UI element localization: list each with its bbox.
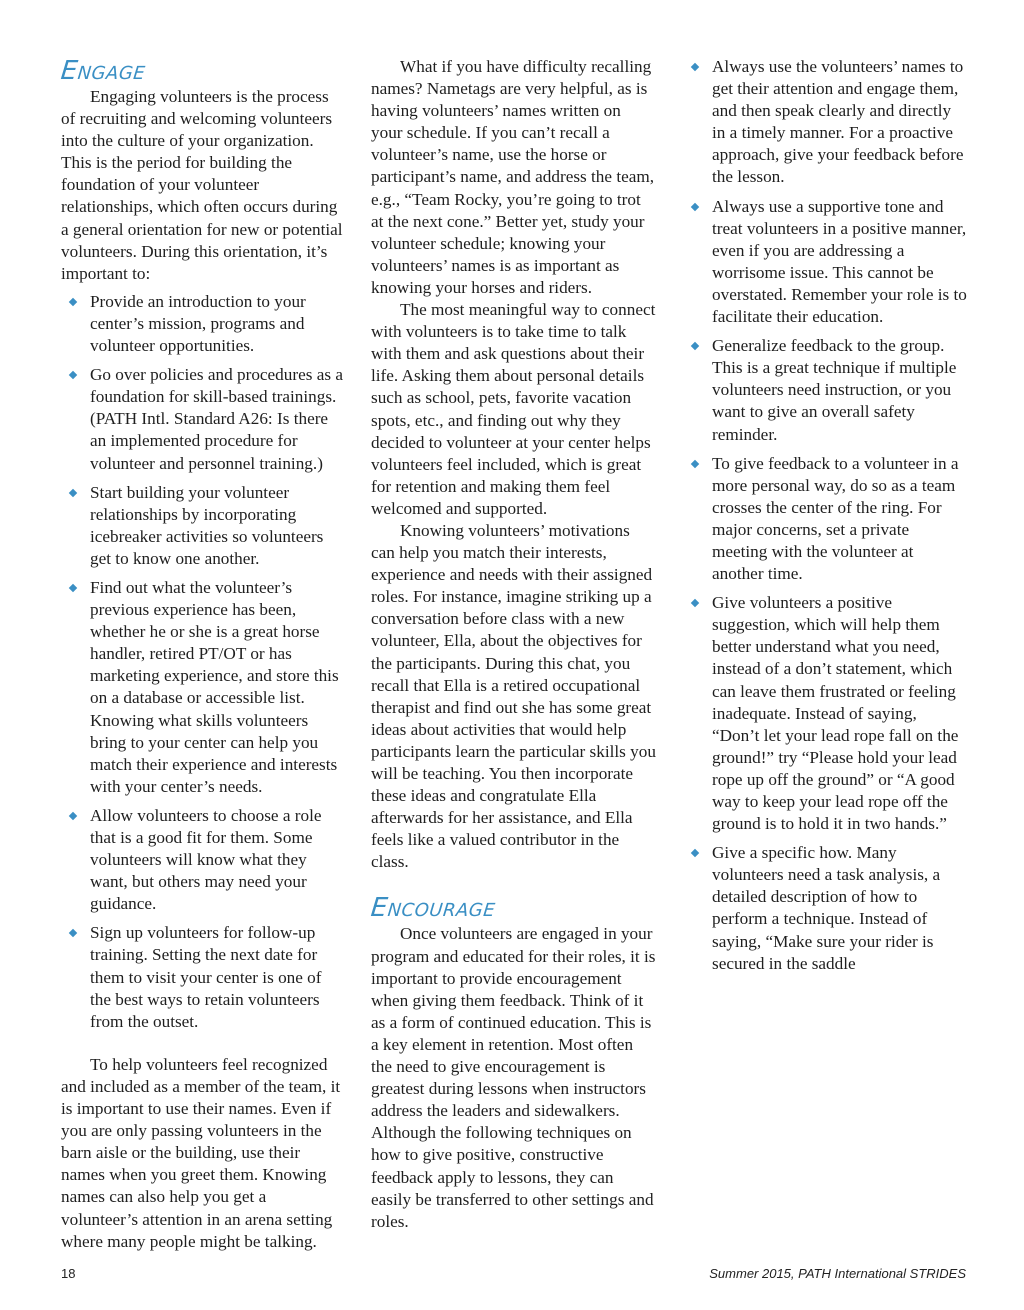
column-2-content — [371, 56, 656, 1233]
publication-footer: Summer 2015, PATH International STRIDES — [709, 1266, 966, 1281]
diamond-bullet-icon — [69, 812, 77, 820]
list-item: Always use the volunteers’ names to get their attention and engage them, and then speak clearly and directly in a timely manner. For a proactive approach, give your feedback before the lesson. — [683, 56, 967, 189]
engage-paragraph-motivations: Knowing volunteers’ motivations can help you match their interests, experience and needs with their assigned roles. For instance, imagine striking up a conversation before class with a new volunteer, Ella, about the objectives for the participants. During this chat, you recall that Ella is a retired occupational therapist and find out she has some great ideas about activities that would help participants learn the particular skills you will be teaching. You then incorporate these ideas and congratulate Ella afterwards for her assistance, and Ella feels like a valued contributor in the class. — [371, 520, 656, 872]
diamond-bullet-icon — [69, 371, 77, 379]
engage-paragraph-recall: What if you have difficulty recalling names? Nametags are very helpful, as is having volunteers’ names written on your schedule. If you can’t recall a volunteer’s name, use the horse or participant’s name, and address the team, e.g., “Team Rocky, you’re going to trot at the next cone.” Better yet, study your volunteer schedule; knowing your volunteers’ names is as important as knowing your horses and riders. — [371, 57, 655, 297]
engage-bullet-list — [61, 291, 344, 1033]
diamond-bullet-icon — [691, 849, 699, 857]
diamond-bullet-icon — [691, 459, 699, 467]
column-1 — [61, 56, 344, 1253]
engage-paragraph-connect: The most meaningful way to connect with volunteers is to take time to talk with them and ask questions about their life. Asking them about personal details such as school, pets, favorite vacation spots, etc., and finding out why they decided to volunteer at your center helps volunteers feel included, which is great for retention and making them feel welcomed and supported. — [371, 300, 656, 518]
list-item: Provide an introduction to your center’s mission, programs and volunteer opportunities. — [61, 291, 344, 357]
diamond-bullet-icon — [691, 202, 699, 210]
engage-intro: Engaging volunteers is the process of recruiting and welcoming volunteers into the culture of your organization. This is the period for building the foundation of your volunteer relationships, which often occurs during a general orientation for new or potential volunteers. During this orientation, it’s important to: — [61, 87, 343, 283]
list-item: Allow volunteers to choose a role that is a good fit for them. Some volunteers will know what they want, but others may need your guidance. — [61, 805, 344, 915]
list-item: Generalize feedback to the group. This is a great technique if multiple volunteers need instruction, or you want to give an overall safety reminder. — [683, 335, 967, 445]
list-item: Always use a supportive tone and treat volunteers in a positive manner, even if you are addressing a worrisome issue. This cannot be overstated. Remember your role is to facilitate their education. — [683, 196, 967, 329]
list-item: To give feedback to a volunteer in a more personal way, do so as a team crosses the center of the ring. For major concerns, set a private meeting with the volunteer at another time. — [683, 453, 967, 586]
list-item: Find out what the volunteer’s previous experience has been, whether he or she is a great horse handler, retired PT/OT or has marketing experience, and store this on a database or accessible list. Knowing what skills volunteers bring to your center can help you match their experience and interests with your center’s needs. — [61, 577, 344, 798]
section-heading-encourage: Encourage — [369, 893, 498, 924]
encourage-intro: Once volunteers are engaged in your program and educated for their roles, it is important to provide encouragement when giving them feedback. Think of it as a form of continued education. This is a key element in retention. Most often the need to give encouragement is greatest during lessons when instructors address the leaders and sidewalkers. Although the following techniques on how to give positive, constructive feedback apply to lessons, they can easily be transferred to other settings and roles. — [371, 924, 656, 1231]
list-item: Sign up volunteers for follow-up training. Setting the next date for them to visit your center is one of the best ways to retain volunteers from the outset. — [61, 922, 344, 1032]
diamond-bullet-icon — [691, 599, 699, 607]
column-3 — [683, 56, 967, 982]
diamond-bullet-icon — [69, 929, 77, 937]
diamond-bullet-icon — [69, 298, 77, 306]
section-heading-engage: Engage — [59, 56, 148, 86]
list-item: Give volunteers a positive suggestion, which will help them better understand what you need, instead of a don’t statement, which can leave them frustrated or feeling inadequate. Instead of saying, “Don’t let your lead rope fall on the ground!” try “Please hold your lead rope up off the ground” or “A good way to keep your lead rope off the ground is to hold it in two hands.” — [683, 592, 967, 835]
diamond-bullet-icon — [691, 63, 699, 71]
list-item: Go over policies and procedures as a foundation for skill-based trainings. (PATH Intl. Standard A26: Is there an implemented procedure for volunteer and personnel training.) — [61, 364, 344, 474]
diamond-bullet-icon — [69, 488, 77, 496]
diamond-bullet-icon — [691, 342, 699, 350]
encourage-bullet-list — [683, 56, 967, 975]
diamond-bullet-icon — [69, 584, 77, 592]
list-item: Give a specific how. Many volunteers need a task analysis, a detailed description of how to perform a technique. Instead of saying, “Make sure your rider is secured in the saddle — [683, 842, 967, 975]
engage-paragraph-names: To help volunteers feel recognized and included as a member of the team, it is important to use their names. Even if you are only passing volunteers in the barn aisle or the building, use their names when you greet them. Knowing names can also help you get a volunteer’s attention in an arena setting where many people might be talking. — [61, 1054, 341, 1251]
list-item: Start building your volunteer relationships by incorporating icebreaker activities so volunteers get to know one another. — [61, 482, 344, 570]
page-number: 18 — [61, 1266, 76, 1281]
